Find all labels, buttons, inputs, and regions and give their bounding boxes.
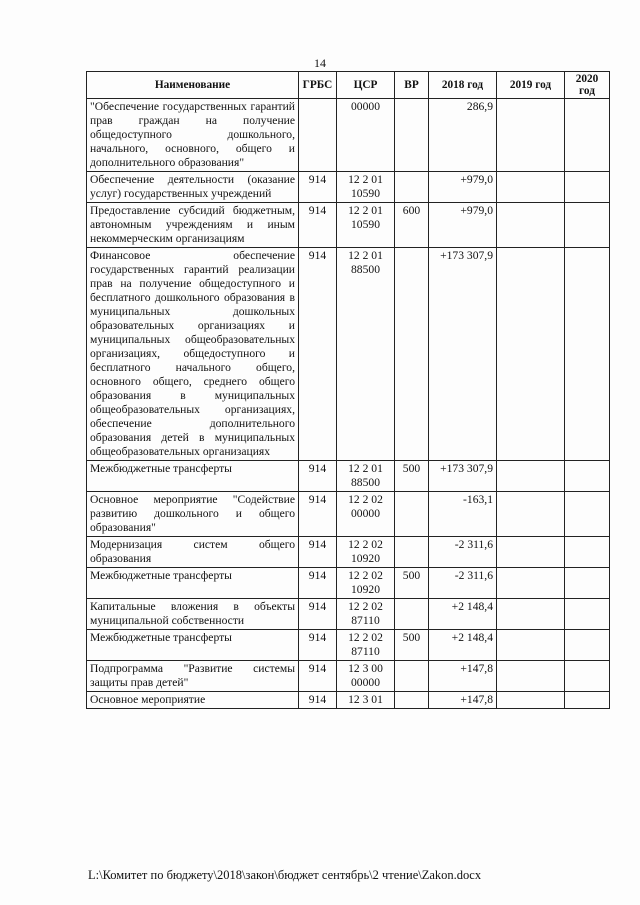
header-row — [87, 72, 610, 99]
page-number: 14 — [314, 56, 326, 70]
cell-2018: +979,0 — [429, 172, 497, 203]
cell-vr: 500 — [395, 568, 429, 599]
cell-name: Межбюджетные трансферты — [87, 630, 299, 661]
cell-2020 — [565, 99, 610, 172]
cell-name: Основное мероприятие — [87, 692, 299, 709]
footer-file-path: L:\Комитет по бюджету\2018\закон\бюджет сентябрь\2 чтение\Zakon.docx — [88, 868, 482, 882]
cell-grbs: 914 — [299, 568, 337, 599]
table-row — [87, 661, 610, 692]
cell-name: Финансовое обеспечение государственных гарантий реализации прав на получение общедоступного и бесплатного дошкольного образования в муниципальных дошкольных образовательных организациях и муниципальных общеобразовательных организациях, общедоступного и бесплатного начального общего, основного общего, среднего общего образования в муниципальных общеобразовательных организациях, обеспечение дополнительного образования детей в муниципальных общеобразовательных организациях — [87, 248, 299, 461]
table-row — [87, 630, 610, 661]
cell-grbs: 914 — [299, 461, 337, 492]
table-row — [87, 599, 610, 630]
cell-2018: +173 307,9 — [429, 461, 497, 492]
cell-name: Обеспечение деятельности (оказание услуг) государственных учреждений — [87, 172, 299, 203]
cell-name: Межбюджетные трансферты — [87, 568, 299, 599]
header-2020: 2020 год — [565, 72, 610, 99]
cell-csr: 12 2 02 10920 — [337, 537, 395, 568]
cell-grbs: 914 — [299, 248, 337, 461]
cell-vr — [395, 599, 429, 630]
cell-2019 — [497, 492, 565, 537]
table-row — [87, 537, 610, 568]
cell-2020 — [565, 492, 610, 537]
cell-csr: 12 2 01 88500 — [337, 461, 395, 492]
cell-2020 — [565, 203, 610, 248]
cell-grbs: 914 — [299, 203, 337, 248]
header-name: Наименование — [87, 72, 299, 99]
cell-csr: 12 2 02 10920 — [337, 568, 395, 599]
cell-grbs: 914 — [299, 492, 337, 537]
cell-vr — [395, 248, 429, 461]
cell-2020 — [565, 568, 610, 599]
cell-grbs: 914 — [299, 599, 337, 630]
cell-vr — [395, 692, 429, 709]
cell-2020 — [565, 630, 610, 661]
cell-2019 — [497, 568, 565, 599]
cell-grbs: 914 — [299, 661, 337, 692]
cell-2018: +979,0 — [429, 203, 497, 248]
cell-grbs: 914 — [299, 692, 337, 709]
cell-2018: 286,9 — [429, 99, 497, 172]
header-2018: 2018 год — [429, 72, 497, 99]
cell-2018: -163,1 — [429, 492, 497, 537]
cell-csr: 12 2 01 10590 — [337, 203, 395, 248]
cell-vr — [395, 99, 429, 172]
cell-vr — [395, 537, 429, 568]
cell-2018: +147,8 — [429, 661, 497, 692]
table-row — [87, 461, 610, 492]
table-row — [87, 492, 610, 537]
cell-2019 — [497, 537, 565, 568]
cell-2019 — [497, 599, 565, 630]
cell-csr: 12 2 02 87110 — [337, 599, 395, 630]
cell-csr: 12 2 02 00000 — [337, 492, 395, 537]
cell-vr: 500 — [395, 461, 429, 492]
cell-2018: +147,8 — [429, 692, 497, 709]
cell-vr: 500 — [395, 630, 429, 661]
cell-name: Подпрограмма "Развитие системы защиты прав детей" — [87, 661, 299, 692]
cell-csr: 12 3 00 00000 — [337, 661, 395, 692]
cell-grbs: 914 — [299, 172, 337, 203]
cell-name: "Обеспечение государственных гарантий прав граждан на получение общедоступного дошкольного, начального, основного, общего и дополнительного образования" — [87, 99, 299, 172]
cell-grbs: 914 — [299, 630, 337, 661]
cell-2018: -2 311,6 — [429, 568, 497, 599]
cell-name: Межбюджетные трансферты — [87, 461, 299, 492]
cell-name: Капитальные вложения в объекты муниципальной собственности — [87, 599, 299, 630]
budget-table — [86, 71, 610, 709]
header-2019: 2019 год — [497, 72, 565, 99]
cell-2020 — [565, 537, 610, 568]
table-row — [87, 568, 610, 599]
table-row — [87, 172, 610, 203]
cell-name: Предоставление субсидий бюджетным, автономным учреждениям и иным некоммерческим организациям — [87, 203, 299, 248]
table-body — [87, 99, 610, 709]
cell-2020 — [565, 599, 610, 630]
cell-grbs — [299, 99, 337, 172]
table-row — [87, 248, 610, 461]
cell-2018: -2 311,6 — [429, 537, 497, 568]
cell-csr: 12 2 01 88500 — [337, 248, 395, 461]
cell-2020 — [565, 172, 610, 203]
header-vr: ВР — [395, 72, 429, 99]
cell-2020 — [565, 248, 610, 461]
cell-2019 — [497, 630, 565, 661]
cell-2020 — [565, 661, 610, 692]
cell-csr: 12 3 01 — [337, 692, 395, 709]
cell-vr — [395, 492, 429, 537]
table-row — [87, 692, 610, 709]
cell-2019 — [497, 99, 565, 172]
cell-name: Основное мероприятие "Содействие развитию дошкольного и общего образования" — [87, 492, 299, 537]
cell-vr: 600 — [395, 203, 429, 248]
cell-2019 — [497, 692, 565, 709]
table-row — [87, 99, 610, 172]
cell-csr: 00000 — [337, 99, 395, 172]
cell-2019 — [497, 248, 565, 461]
cell-vr — [395, 172, 429, 203]
header-csr: ЦСР — [337, 72, 395, 99]
cell-2019 — [497, 461, 565, 492]
cell-2018: +2 148,4 — [429, 599, 497, 630]
cell-2020 — [565, 461, 610, 492]
cell-2018: +2 148,4 — [429, 630, 497, 661]
cell-2019 — [497, 203, 565, 248]
header-grbs: ГРБС — [299, 72, 337, 99]
cell-2020 — [565, 692, 610, 709]
cell-grbs: 914 — [299, 537, 337, 568]
cell-2018: +173 307,9 — [429, 248, 497, 461]
cell-2019 — [497, 172, 565, 203]
table-row — [87, 203, 610, 248]
cell-vr — [395, 661, 429, 692]
cell-2019 — [497, 661, 565, 692]
cell-csr: 12 2 02 87110 — [337, 630, 395, 661]
cell-csr: 12 2 01 10590 — [337, 172, 395, 203]
cell-name: Модернизация систем общего образования — [87, 537, 299, 568]
